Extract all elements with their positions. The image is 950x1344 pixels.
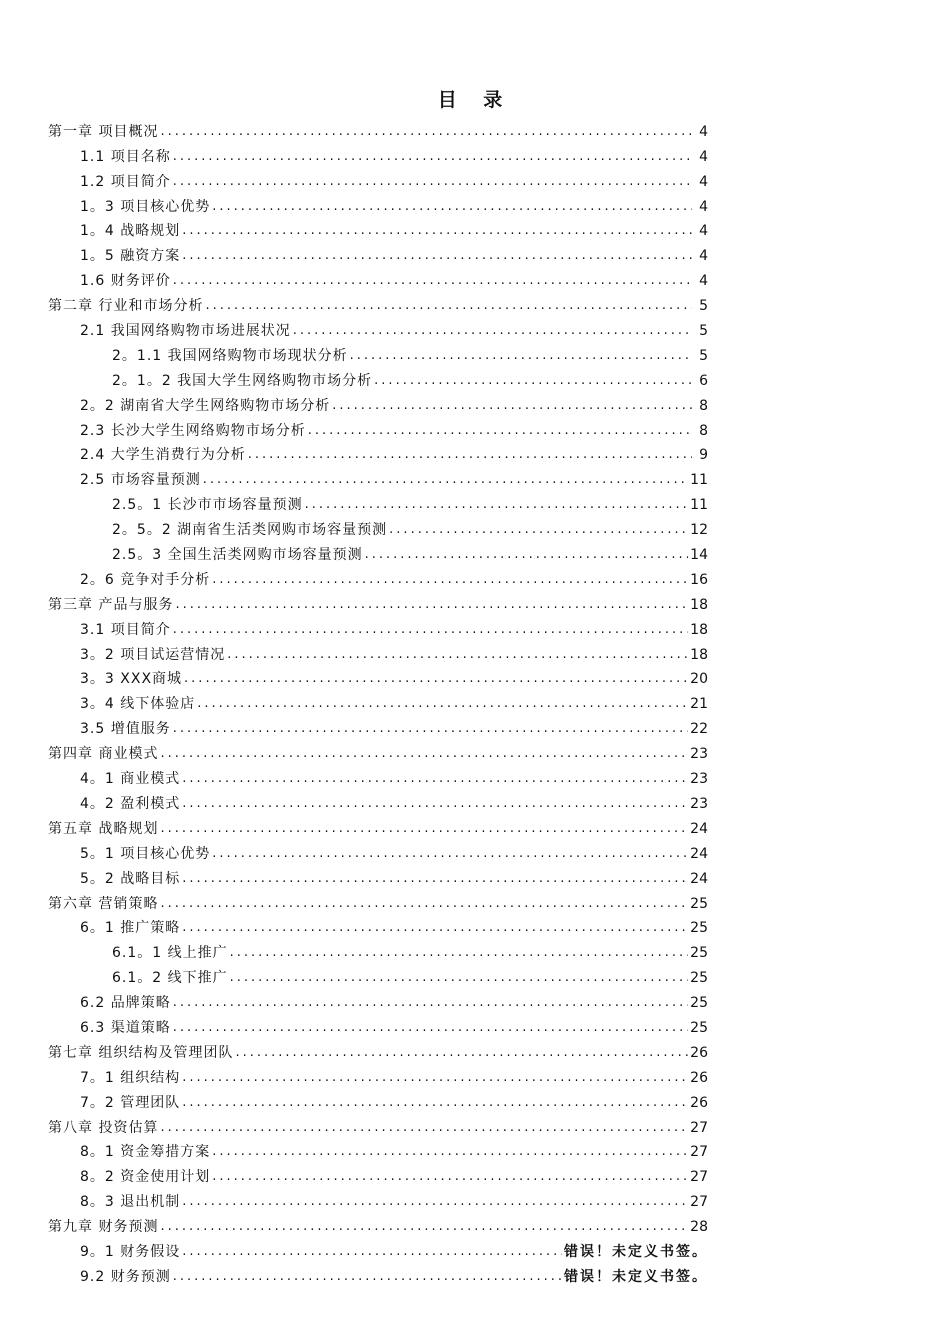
toc-entry-text: 8。1 资金筹措方案	[80, 1144, 211, 1161]
dot-leader	[227, 645, 688, 665]
toc-page-number: 23	[690, 795, 708, 812]
toc-page-number: 25	[690, 995, 708, 1012]
toc-page-number: 27	[690, 1169, 708, 1186]
toc-page-number: 5	[699, 347, 708, 364]
toc-entry-text: 3.1 项目简介	[80, 621, 171, 638]
toc-page-number: 23	[690, 746, 708, 763]
toc-page-number: 4	[699, 273, 708, 290]
toc-entry[interactable]	[48, 864, 708, 889]
dot-leader	[230, 968, 689, 988]
toc-entry-text: 2。6 竞争对手分析	[80, 571, 211, 588]
dot-leader	[182, 1068, 688, 1088]
dot-leader	[160, 894, 688, 914]
toc-entry-text: 7。1 组织结构	[80, 1069, 181, 1086]
toc-entry-text: 6.3 渠道策略	[80, 1019, 171, 1036]
dot-leader	[365, 545, 689, 565]
dot-leader	[212, 1142, 688, 1162]
dot-leader	[173, 271, 692, 291]
toc-page-number: 5	[699, 298, 708, 315]
toc-page-number: 8	[699, 397, 708, 414]
toc-entry[interactable]	[48, 1088, 708, 1113]
toc-page-number: 4	[699, 173, 708, 190]
toc-entry-text: 6.1。2 线下推广	[112, 970, 228, 987]
toc-entry[interactable]	[48, 1162, 708, 1187]
toc-page-number: 4	[699, 198, 708, 215]
toc-entry-text: 2。1.1 我国网络购物市场现状分析	[112, 347, 348, 364]
toc-entry[interactable]	[48, 515, 708, 540]
toc-entry-text: 第七章 组织结构及管理团队	[48, 1044, 234, 1061]
toc-page-number: 26	[690, 1069, 708, 1086]
dot-leader	[160, 744, 688, 764]
dot-leader	[182, 221, 692, 241]
dot-leader	[389, 520, 688, 540]
toc-entry[interactable]	[48, 615, 708, 640]
toc-entry-text: 第八章 投资估算	[48, 1119, 159, 1136]
dot-leader	[175, 595, 688, 615]
dot-leader	[305, 495, 689, 515]
toc-page-number: 26	[690, 1094, 708, 1111]
toc-entry[interactable]	[48, 217, 708, 242]
dot-leader	[212, 570, 688, 590]
toc-entry[interactable]	[48, 1187, 708, 1212]
toc-entry-text: 4。2 盈利模式	[80, 795, 181, 812]
toc-entry[interactable]	[48, 341, 708, 366]
toc-page-number: 25	[690, 895, 708, 912]
toc-entry[interactable]	[48, 142, 708, 167]
dot-leader	[173, 1267, 562, 1287]
toc-title: 目 录	[437, 89, 513, 111]
toc-entry-text: 第九章 财务预测	[48, 1219, 159, 1236]
dot-leader	[203, 470, 688, 490]
dot-leader	[173, 1018, 688, 1038]
toc-entry[interactable]	[48, 814, 708, 839]
toc-entry[interactable]	[48, 416, 708, 441]
toc-entry-text: 9。1 财务假设	[80, 1243, 181, 1260]
toc-entry[interactable]	[48, 590, 708, 615]
toc-page-number: 24	[690, 845, 708, 862]
toc-entry-text: 9.2 财务预测	[80, 1268, 171, 1285]
toc-entry-text: 5。1 项目核心优势	[80, 845, 211, 862]
toc-page-number: 4	[699, 223, 708, 240]
toc-page-number: 25	[690, 945, 708, 962]
toc-page-number: 11	[690, 472, 708, 489]
toc-page-number: 24	[690, 820, 708, 837]
toc-entry[interactable]	[48, 1013, 708, 1038]
toc-page-number: 21	[690, 696, 708, 713]
toc-entry[interactable]	[48, 1262, 708, 1287]
toc-page-number: 20	[690, 671, 708, 688]
dot-leader	[184, 669, 688, 689]
toc-entry-text: 1.6 财务评价	[80, 273, 171, 290]
toc-entry-text: 2。1。2 我国大学生网络购物市场分析	[112, 372, 373, 389]
toc-entry-text: 1。4 战略规划	[80, 223, 181, 240]
toc-entry-text: 第一章 项目概况	[48, 123, 159, 140]
toc-entry-text: 2.3 长沙大学生网络购物市场分析	[80, 422, 306, 439]
toc-entry[interactable]	[48, 714, 708, 739]
toc-page-number: 28	[690, 1219, 708, 1236]
toc-page-number: 4	[699, 248, 708, 265]
toc-entry[interactable]	[48, 1237, 708, 1262]
toc-page-number: 8	[699, 422, 708, 439]
toc-entry[interactable]	[48, 938, 708, 963]
dot-leader	[235, 1043, 688, 1063]
dot-leader	[350, 346, 692, 366]
toc-entry-text: 6.1。1 线上推广	[112, 945, 228, 962]
dot-leader	[182, 1242, 562, 1262]
dot-leader	[332, 396, 692, 416]
toc-page-number: 18	[690, 621, 708, 638]
toc-entry[interactable]	[48, 1063, 708, 1088]
dot-leader	[160, 1118, 688, 1138]
toc-entry-text: 2。5。2 湖南省生活类网购市场容量预测	[112, 522, 388, 539]
toc-page-number: 22	[690, 721, 708, 738]
toc-entry[interactable]	[48, 490, 708, 515]
toc-page-number: 11	[690, 497, 708, 514]
dot-leader	[212, 197, 692, 217]
toc-entry-text: 4。1 商业模式	[80, 771, 181, 788]
toc-entry[interactable]	[48, 167, 708, 192]
dot-leader	[173, 620, 688, 640]
toc-page-number: 25	[690, 920, 708, 937]
toc-list	[48, 117, 708, 1287]
toc-entry-text: 5。2 战略目标	[80, 870, 181, 887]
dot-leader	[182, 769, 688, 789]
toc-entry[interactable]	[48, 192, 708, 217]
toc-entry[interactable]	[48, 914, 708, 939]
toc-page-number: 18	[690, 596, 708, 613]
dot-leader	[182, 1192, 688, 1212]
toc-entry-text: 2.5。3 全国生活类网购市场容量预测	[112, 547, 363, 564]
toc-entry-text: 1。3 项目核心优势	[80, 198, 211, 215]
toc-entry[interactable]	[48, 665, 708, 690]
toc-entry[interactable]	[48, 889, 708, 914]
dot-leader	[182, 869, 688, 889]
toc-page-number: 12	[690, 522, 708, 539]
toc-entry[interactable]	[48, 1138, 708, 1163]
toc-entry-text: 第五章 战略规划	[48, 820, 159, 837]
toc-entry-text: 6。1 推广策略	[80, 920, 181, 937]
dot-leader	[230, 943, 689, 963]
toc-page-number: 9	[699, 447, 708, 464]
toc-entry[interactable]	[48, 266, 708, 291]
toc-entry[interactable]	[48, 988, 708, 1013]
toc-page-number: 24	[690, 870, 708, 887]
toc-page-number: 6	[699, 372, 708, 389]
toc-entry-text: 2.5。1 长沙市市场容量预测	[112, 497, 303, 514]
toc-entry[interactable]	[48, 565, 708, 590]
toc-page-number: 错误！未定义书签。	[564, 1268, 708, 1285]
toc-page-number: 16	[690, 571, 708, 588]
toc-entry[interactable]	[48, 789, 708, 814]
toc-page-number: 错误！未定义书签。	[564, 1243, 708, 1260]
dot-leader	[182, 246, 692, 266]
toc-entry-text: 3。3 XXX商城	[80, 671, 183, 688]
toc-entry-text: 第四章 商业模式	[48, 746, 159, 763]
toc-page-number: 4	[699, 123, 708, 140]
toc-entry-text: 1.1 项目名称	[80, 148, 171, 165]
toc-page-number: 27	[690, 1119, 708, 1136]
dot-leader	[160, 819, 688, 839]
toc-entry[interactable]	[48, 963, 708, 988]
dot-leader	[160, 122, 692, 142]
dot-leader	[173, 147, 692, 167]
toc-entry-text: 7。2 管理团队	[80, 1094, 181, 1111]
toc-page-number: 14	[690, 547, 708, 564]
toc-page-number: 25	[690, 970, 708, 987]
toc-entry-text: 2.1 我国网络购物市场进展状况	[80, 323, 291, 340]
toc-entry[interactable]	[48, 739, 708, 764]
dot-leader	[374, 371, 692, 391]
toc-entry-text: 3。4 线下体验店	[80, 696, 196, 713]
toc-entry-text: 2。2 湖南省大学生网络购物市场分析	[80, 397, 331, 414]
toc-page-number: 5	[699, 323, 708, 340]
dot-leader	[173, 719, 688, 739]
toc-page-number: 26	[690, 1044, 708, 1061]
toc-entry[interactable]	[48, 391, 708, 416]
toc-entry[interactable]	[48, 1038, 708, 1063]
toc-entry-text: 8。3 退出机制	[80, 1194, 181, 1211]
toc-entry[interactable]	[48, 366, 708, 391]
toc-entry[interactable]	[48, 1212, 708, 1237]
toc-page-number: 25	[690, 1019, 708, 1036]
dot-leader	[293, 321, 692, 341]
dot-leader	[160, 1217, 688, 1237]
toc-entry-text: 2.5 市场容量预测	[80, 472, 201, 489]
toc-page-number: 4	[699, 148, 708, 165]
toc-entry[interactable]	[48, 117, 708, 142]
dot-leader	[205, 296, 692, 316]
toc-entry[interactable]	[48, 640, 708, 665]
toc-entry[interactable]	[48, 441, 708, 466]
toc-entry-text: 第三章 产品与服务	[48, 596, 174, 613]
toc-entry-text: 6.2 品牌策略	[80, 995, 171, 1012]
toc-entry[interactable]	[48, 540, 708, 565]
dot-leader	[173, 172, 692, 192]
toc-entry[interactable]	[48, 316, 708, 341]
dot-leader	[212, 844, 688, 864]
toc-entry-text: 2.4 大学生消费行为分析	[80, 447, 246, 464]
dot-leader	[212, 1167, 688, 1187]
toc-entry[interactable]	[48, 839, 708, 864]
dot-leader	[197, 694, 688, 714]
dot-leader	[182, 794, 688, 814]
toc-entry[interactable]	[48, 291, 708, 316]
toc-entry-text: 3.5 增值服务	[80, 721, 171, 738]
toc-entry-text: 3。2 项目试运营情况	[80, 646, 226, 663]
toc-entry-text: 1。5 融资方案	[80, 248, 181, 265]
dot-leader	[182, 918, 688, 938]
toc-entry-text: 8。2 资金使用计划	[80, 1169, 211, 1186]
toc-entry-text: 1.2 项目简介	[80, 173, 171, 190]
toc-page-number: 23	[690, 771, 708, 788]
dot-leader	[308, 421, 692, 441]
toc-page-number: 18	[690, 646, 708, 663]
toc-entry[interactable]	[48, 689, 708, 714]
dot-leader	[248, 445, 692, 465]
toc-entry[interactable]	[48, 465, 708, 490]
dot-leader	[182, 1093, 688, 1113]
toc-entry-text: 第六章 营销策略	[48, 895, 159, 912]
toc-page-number: 27	[690, 1144, 708, 1161]
toc-entry[interactable]	[48, 241, 708, 266]
toc-entry[interactable]	[48, 764, 708, 789]
dot-leader	[173, 993, 688, 1013]
toc-page-number: 27	[690, 1194, 708, 1211]
toc-entry-text: 第二章 行业和市场分析	[48, 298, 204, 315]
toc-entry[interactable]	[48, 1113, 708, 1138]
